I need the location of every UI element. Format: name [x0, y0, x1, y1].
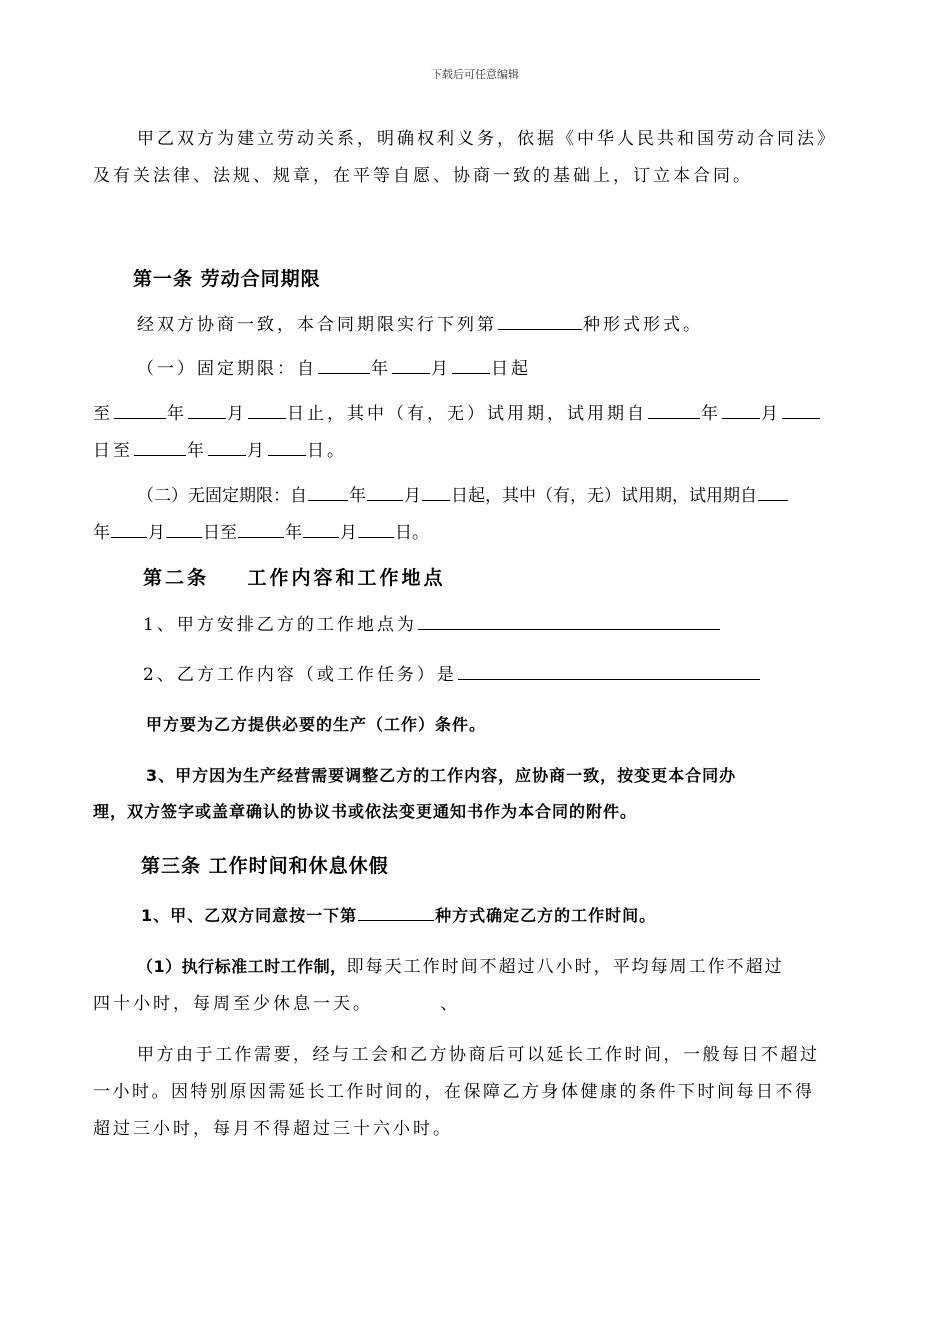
- intro-line-2: 及有关法律、法规、规章，在平等自愿、协商一致的基础上，订立本合同。: [93, 166, 753, 186]
- year-label: 年: [187, 441, 207, 461]
- month-label: 月: [431, 359, 451, 379]
- to-label: 至: [93, 404, 113, 424]
- article-1-intro-text: 经双方协商一致，本合同期限实行下列第: [137, 315, 497, 335]
- article-2-item-3-line-1: 3、甲方因为生产经营需要调整乙方的工作内容，应协商一致，按变更本合同办: [146, 766, 737, 785]
- open-probation-day-blank[interactable]: [166, 521, 202, 538]
- open-probation-year-blank[interactable]: [758, 484, 788, 501]
- end-year-blank[interactable]: [114, 402, 166, 419]
- probation-text: 日止，其中（有，无）试用期，试用期自: [287, 404, 647, 424]
- open-term-line-1: [137, 484, 789, 507]
- probation-end-day-blank[interactable]: [268, 439, 306, 456]
- job-content-blank[interactable]: [458, 663, 760, 680]
- start-month-blank[interactable]: [392, 357, 430, 374]
- open-start-month-blank[interactable]: [367, 484, 403, 501]
- month-label: 月: [404, 486, 421, 506]
- day-to-label: 日至: [93, 441, 133, 461]
- work-time-mode-suffix: 种方式确定乙方的工作时间。: [435, 906, 657, 925]
- month-label: 月: [761, 404, 781, 424]
- open-end-month-blank[interactable]: [303, 521, 339, 538]
- probation-end-month-blank[interactable]: [208, 439, 246, 456]
- work-time-mode-blank[interactable]: [358, 904, 434, 921]
- year-label: 年: [93, 523, 110, 543]
- intro-line-1: 甲乙双方为建立劳动关系，明确权利义务，依据《中华人民共和国劳动合同法》: [137, 129, 837, 149]
- open-end-day-blank[interactable]: [358, 521, 394, 538]
- standard-hours-heading: （1）执行标准工时工作制，: [137, 957, 347, 976]
- open-probation-month-blank[interactable]: [111, 521, 147, 538]
- article-2-item-2: [143, 663, 761, 686]
- day-end-label: 日。: [307, 441, 347, 461]
- day-end-label: 日。: [395, 523, 429, 543]
- year-label: 年: [285, 523, 302, 543]
- probation-start-year-blank[interactable]: [648, 402, 700, 419]
- year-label: 年: [371, 359, 391, 379]
- year-label: 年: [701, 404, 721, 424]
- workplace-blank[interactable]: [418, 613, 720, 630]
- article-2-title: 第二条 工作内容和工作地点: [143, 567, 446, 589]
- job-content-label: 2、乙方工作内容（或工作任务）是: [143, 665, 457, 685]
- probation-end-year-blank[interactable]: [134, 439, 186, 456]
- month-label: 月: [340, 523, 357, 543]
- standard-hours-text: 即每天工作时间不超过八小时，平均每周工作不超过: [346, 957, 784, 977]
- open-term-line-2: [93, 521, 429, 544]
- fixed-term-line-1: [137, 357, 531, 380]
- probation-start-month-blank[interactable]: [722, 402, 760, 419]
- article-3-item-1: [141, 904, 656, 927]
- fixed-term-line-2: [93, 402, 821, 425]
- fixed-term-line-3: [93, 439, 347, 462]
- start-year-blank[interactable]: [318, 357, 370, 374]
- overtime-line-3: 超过三小时，每月不得超过三十六小时。: [93, 1119, 453, 1139]
- article-3-title: 第三条 工作时间和休息休假: [141, 855, 389, 877]
- open-term-label: （二）无固定期限：自: [137, 486, 307, 506]
- open-end-year-blank[interactable]: [238, 521, 284, 538]
- workplace-label: 1、甲方安排乙方的工作地点为: [143, 615, 417, 635]
- open-probation-text: 日起，其中（有，无）试用期，试用期自: [451, 486, 757, 506]
- work-time-mode-label: 1、甲、乙双方同意按一下第: [141, 906, 358, 925]
- article-1-title: 第一条 劳动合同期限: [133, 268, 321, 290]
- open-start-year-blank[interactable]: [308, 484, 348, 501]
- end-day-blank[interactable]: [248, 402, 286, 419]
- open-start-day-blank[interactable]: [422, 484, 450, 501]
- start-day-blank[interactable]: [452, 357, 490, 374]
- day-to-label: 日至: [203, 523, 237, 543]
- standard-hours-line-2: 四十小时，每周至少休息一天。 、: [93, 994, 461, 1014]
- header-note: 下载后可任意编辑: [431, 68, 519, 81]
- month-label: 月: [227, 404, 247, 424]
- month-label: 月: [148, 523, 165, 543]
- year-label: 年: [167, 404, 187, 424]
- year-label: 年: [349, 486, 366, 506]
- overtime-line-2: 一小时。因特别原因需延长工作时间的，在保障乙方身体健康的条件下时间每日不得: [93, 1082, 815, 1102]
- standard-hours-line-1: [137, 956, 784, 978]
- form-number-blank[interactable]: [498, 313, 582, 330]
- probation-start-day-blank[interactable]: [782, 402, 820, 419]
- work-conditions: 甲方要为乙方提供必要的生产（工作）条件。: [146, 715, 487, 734]
- overtime-line-1: 甲方由于工作需要，经与工会和乙方协商后可以延长工作时间，一般每日不超过: [137, 1045, 820, 1065]
- day-start-label: 日起: [491, 359, 531, 379]
- article-2-item-1: [143, 613, 721, 636]
- end-month-blank[interactable]: [188, 402, 226, 419]
- month-label: 月: [247, 441, 267, 461]
- fixed-term-label: （一）固定期限：自: [137, 359, 317, 379]
- article-1-intro: [137, 313, 703, 336]
- article-2-item-3-line-2: 理，双方签字或盖章确认的协议书或依法变更通知书作为本合同的附件。: [93, 802, 638, 821]
- article-1-intro-suffix: 种形式形式。: [583, 315, 703, 335]
